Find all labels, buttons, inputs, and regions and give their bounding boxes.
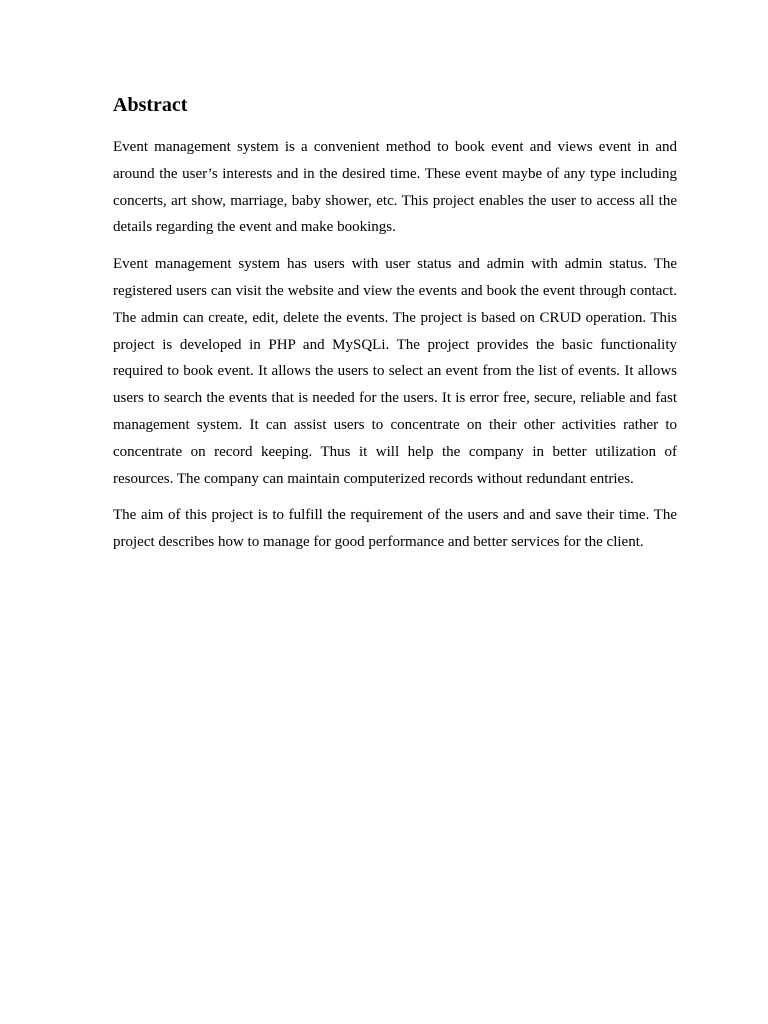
paragraph-1: Event management system is a convenient method to book event and views event in and around the user’s interests and in the desired time. These event maybe of any type including concerts, art show, marriage, baby shower, etc. This project enables the user to access all the details regarding the event and make bookings.: [113, 139, 677, 236]
paragraph-3: The aim of this project is to fulfill the requirement of the users and and save their time. The project describes how to manage for good performance and better services for the client.: [113, 507, 677, 551]
section-heading: Abstract: [113, 94, 188, 116]
document-body: [113, 92, 677, 566]
paragraph-2: Event management system has users with user status and admin with admin status. The registered users can visit the website and view the events and book the event through contact. The admin can create, edit, delete the events. The project is based on CRUD operation. This project is developed in PHP and MySQLi. The project provides the basic functionality required to book event. It allows the users to select an event from the list of events. It allows users to search the events that is needed for the users. It is error free, secure, reliable and fast management system. It can assist users to concentrate on their other activities rather to concentrate on record keeping. Thus it will help the company in better utilization of resources. The company can maintain computerized records without redundant entries.: [113, 256, 677, 487]
